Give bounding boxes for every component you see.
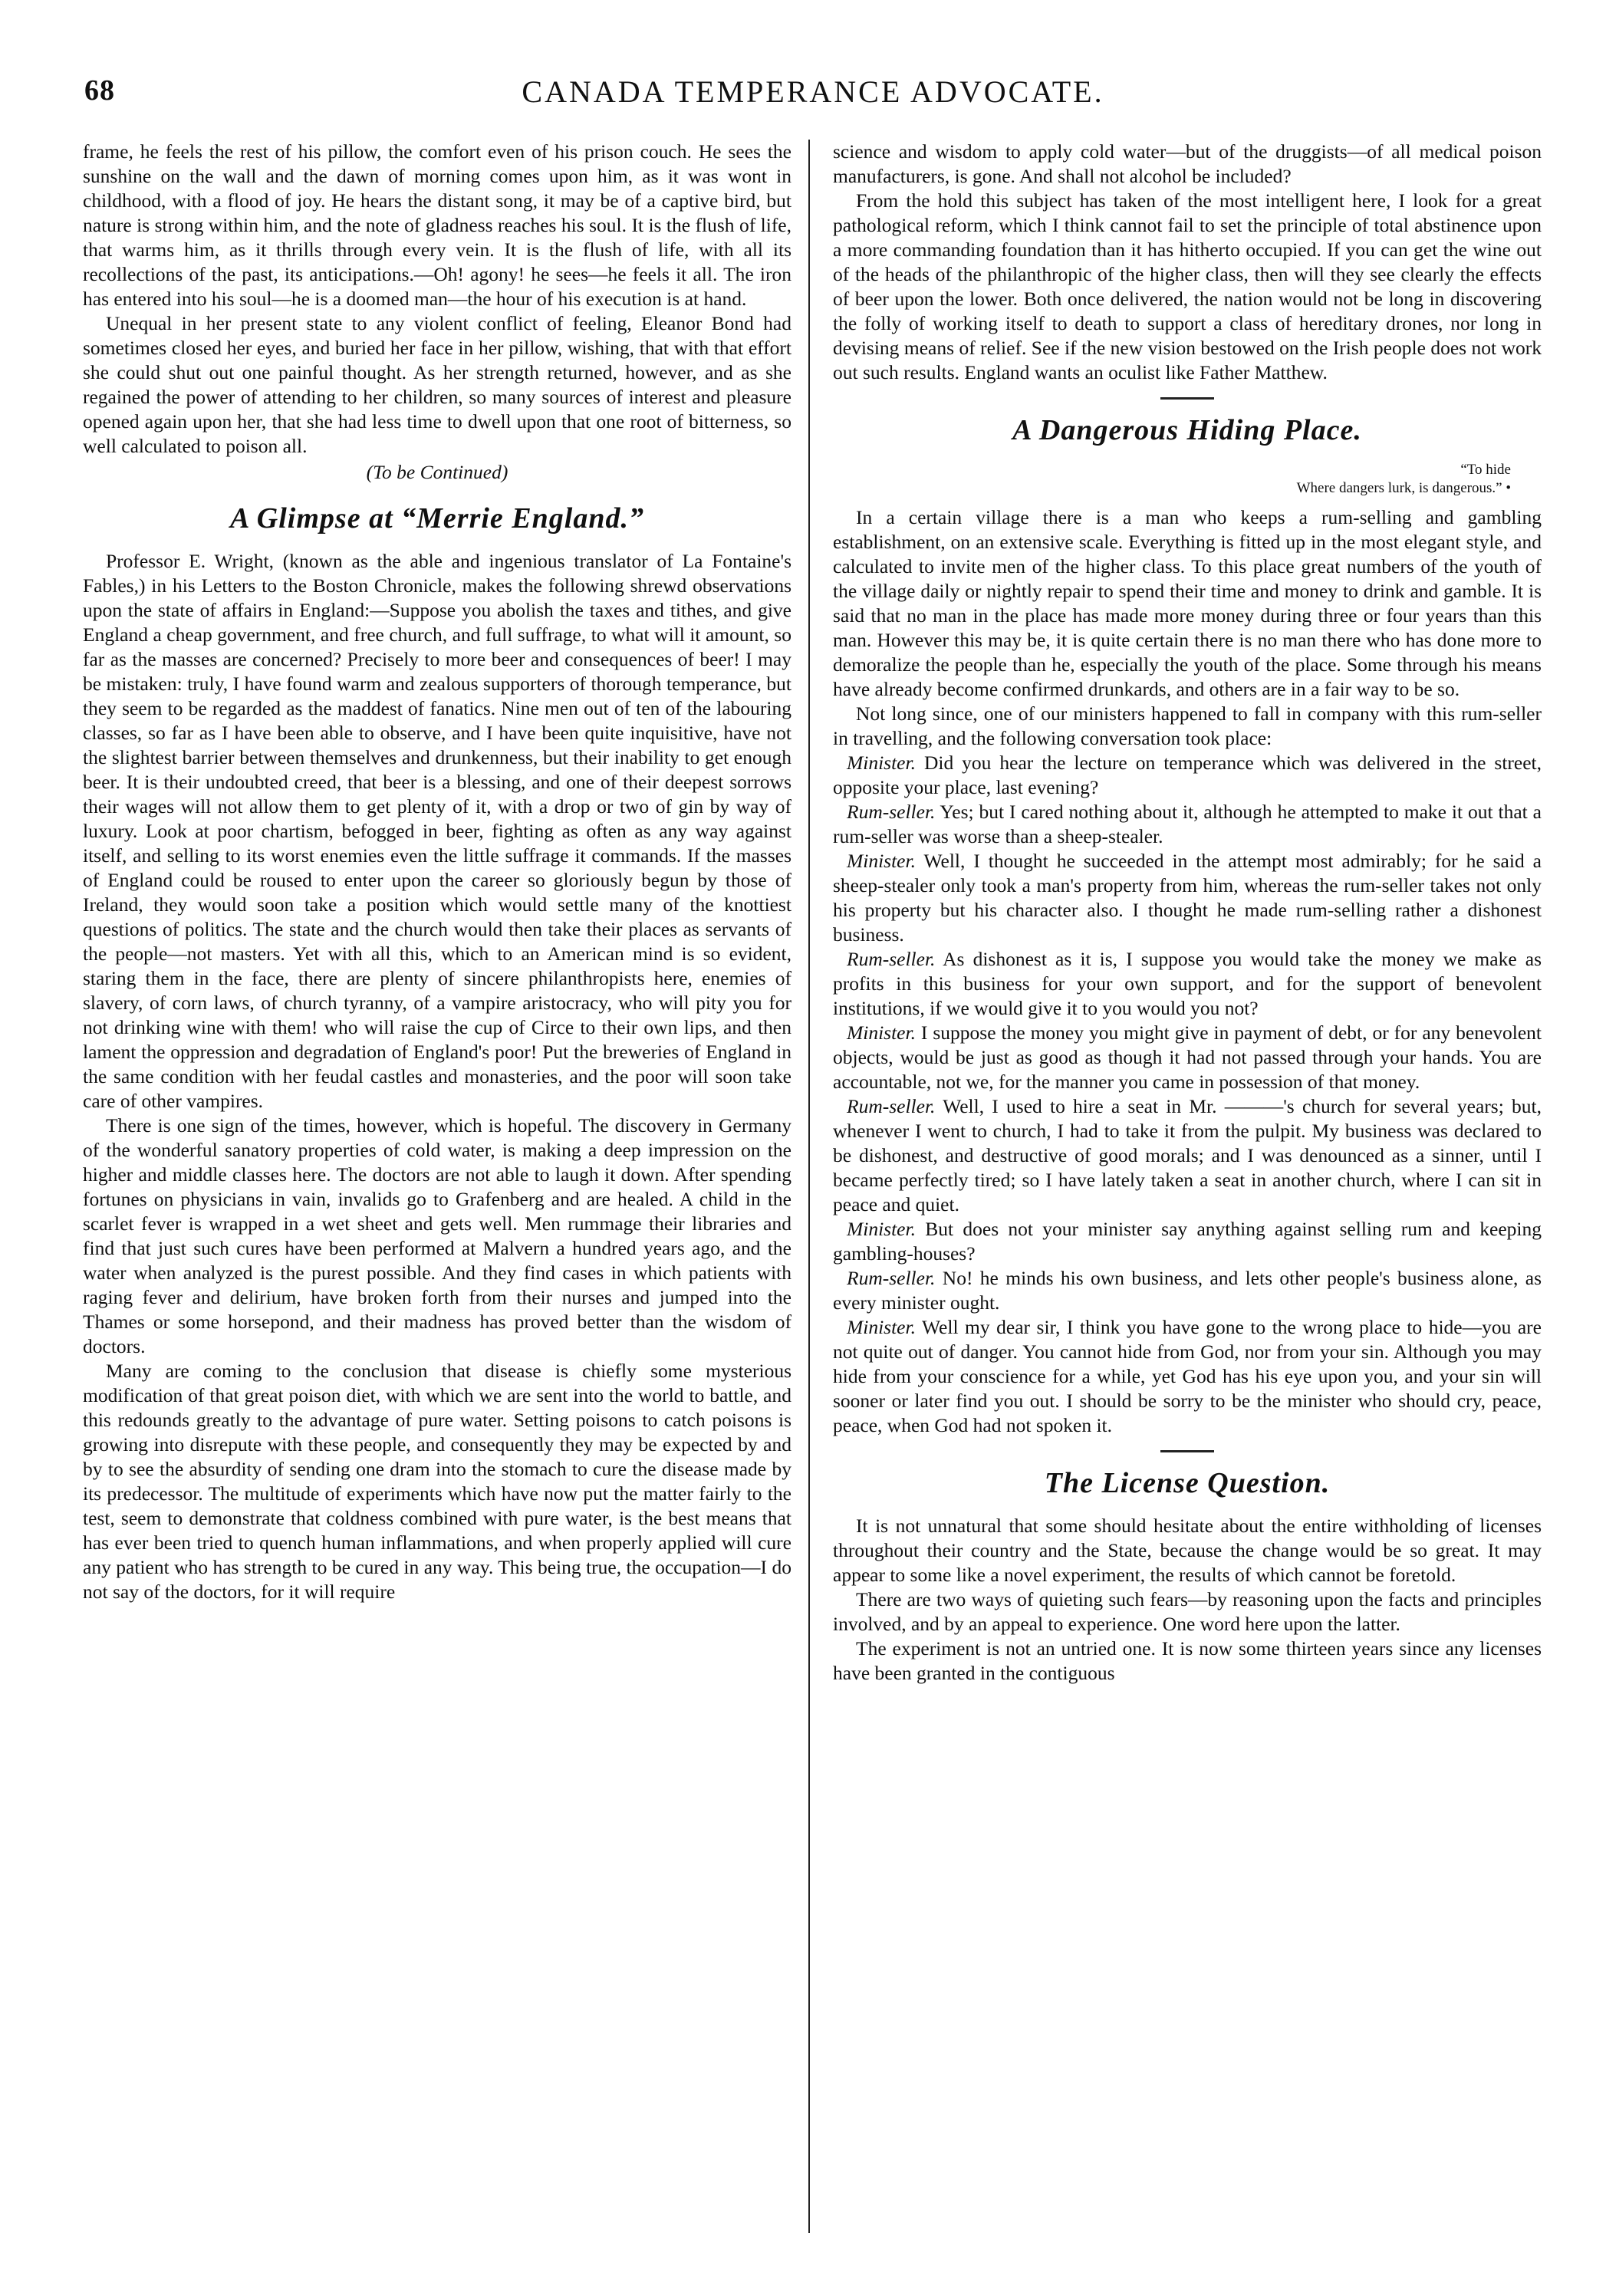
- article-title-license-question: The License Question.: [1044, 1467, 1331, 1499]
- dialogue-text: I suppose the money you might give in payment of debt, or for any benevolent objects, would be just as good as though it had not passed through your hands. You are accountable, not we, for the manner you came in possession of that money.: [833, 1021, 1542, 1093]
- dialogue-line: [833, 800, 1542, 849]
- dialogue-text: Yes; but I cared nothing about it, although he attempted to make it out that a rum-seller was worse than a sheep-stealer.: [833, 801, 1542, 847]
- dialogue-text: As dishonest as it is, I suppose you would take the money we make as profits in this business for your own support, and for the support of benevolent institutions, if we would give it to you would you not?: [833, 948, 1542, 1019]
- article-paragraph: There are two ways of quieting such fears—by reasoning upon the facts and principles involved, and by an appeal to experience. One word here upon the latter.: [833, 1588, 1542, 1635]
- dialogue-line: [833, 751, 1542, 800]
- dialogue-text: Well my dear sir, I think you have gone to the wrong place to hide—you are not quite out of danger. You cannot hide from God, nor from your sin. Although you may hide from your conscience for a while, yet God has his eye upon you, and your sin will sooner or later find you out. I should be sorry to be the minister who should cry, peace, peace, when God had not spoken it.: [833, 1316, 1542, 1436]
- speaker-label: Minister.: [847, 1218, 916, 1240]
- right-column: [833, 140, 1542, 1686]
- story-continuation-paragraph: frame, he feels the rest of his pillow, the comfort even of his prison couch. He sees the sunshine on the wall and the dawn of morning comes upon him, as it was wont in childhood, with a flood of joy. He hears the distant song, it may be of a captive bird, but nature is strong within him, and the note of gladness reaches his soul. It is the flush of life, that warms him, as it thrills through every vein. It is the flush of life, with all its recollections of the past, its anticipations.—Oh! agony! he sees—he feels it all. The iron has entered into his soul—he is a doomed man—the hour of his execution is at hand.: [83, 140, 791, 310]
- column-divider: [808, 140, 810, 2233]
- article-paragraph: Many are coming to the conclusion that disease is chiefly some mysterious modification of that great poison diet, with which we are sent into the world to battle, and this redounds greatly to the advantage of pure water. Setting poisons to catch poisons is growing into disrepute with these people, and consequently they may be expected by and by to see the absurdity of sending one dram into the stomach to cure the disease made by its predecessor. The multitude of experiments which have now put the matter fairly to the test, seem to demonstrate that coldness combined with pure water, is the best means that has ever been tried to quench human inflammations, and when properly applied will cure any patient who has strength to be cured in any way. This being true, the occupation—I do not say of the doctors, for it will require: [83, 1360, 791, 1603]
- article-paragraph: The experiment is not an untried one. It is now some thirteen years since any licenses have been granted in the contiguous: [833, 1637, 1542, 1684]
- dialogue-line: [833, 1094, 1542, 1217]
- article-paragraph: There is one sign of the times, however, which is hopeful. The discovery in Germany of the wonderful sanatory properties of cold water, is making a deep impression on the higher and middle classes here. The doctors are not able to laugh it down. After spending fortunes on physicians in vain, invalids go to Grafenberg and are healed. A child in the scarlet fever is wrapped in a wet sheet and gets well. Men rummage their libraries and find that just such cures have been performed at Malvern a hundred years ago, and the water when analyzed is the purest possible. And they find cases in which patients with raging fever and delirium, have broken forth from their nurses and jumped into the Thames or some horsepond, and their madness has proved better than the wisdom of doctors.: [83, 1114, 791, 1357]
- article-title-merrie-england: A Glimpse at “Merrie England.”: [230, 502, 644, 535]
- dialogue-line: [833, 1315, 1542, 1438]
- article-paragraph: Not long since, one of our ministers happened to fall in company with this rum-seller in travelling, and the following conversation took place:: [833, 702, 1542, 749]
- dialogue-text: No! he minds his own business, and lets other people's business alone, as every minister ought.: [833, 1267, 1542, 1314]
- dialogue-text: Did you hear the lecture on temperance which was delivered in the street, opposite your place, last evening?: [833, 752, 1542, 798]
- page-header: [84, 74, 1542, 120]
- story-paragraph: Unequal in her present state to any violent conflict of feeling, Eleanor Bond had sometimes closed her eyes, and buried her face in her pillow, wishing, that with that effort she could shut out one painful thought. As her strength returned, however, and as she regained the power of attending to her children, so many sources of interest and pleasure opened again upon her, that she had less time to dwell upon that one root of bitterness, so well calculated to poison all.: [83, 312, 791, 457]
- speaker-label: Rum-seller.: [847, 801, 936, 823]
- article-paragraph: In a certain village there is a man who keeps a rum-selling and gambling establishment, on an extensive scale. Everything is fitted up in the most elegant style, and calculated to invite men of the higher class. To this place great numbers of the youth of the village daily or nightly repair to spend their time and money to drink and gamble. It is said that no man in the place has made more money during three or four years than this man. However this may be, it is quite certain there is no man there who has done more to demoralize the people than he, especially the youth of the place. Some through his means have already become confirmed drunkards, and others are in a fair way to be so.: [833, 506, 1542, 700]
- dialogue-line: [833, 947, 1542, 1021]
- dialogue-text: Well, I thought he succeeded in the attempt most admirably; for he said a sheep-stealer only took a man's property from him, whereas the rum-seller takes not only his property but his character also. I thought he made rum-selling rather a dishonest business.: [833, 850, 1542, 946]
- speaker-label: Rum-seller.: [847, 1267, 936, 1289]
- article-continuation-paragraph: science and wisdom to apply cold water—but of the druggists—of all medical poison manufacturers, is gone. And shall not alcohol be included?: [833, 140, 1542, 187]
- page-number: 68: [84, 74, 115, 107]
- article-paragraph: Professor E. Wright, (known as the able and ingenious translator of La Fontaine's Fables,) in his Letters to the Boston Chronicle, makes the following shrewd observations upon the state of affairs in England:—Suppose you abolish the taxes and tithes, and give England a cheap government, and free church, and full suffrage, to what will it amount, so far as the masses are concerned? Precisely to more beer and consequences of beer! I may be mistaken: truly, I have found warm and zealous supporters of thorough temperance, but they seem to be regarded as the maddest of fanatics. Nine men out of ten of the labouring classes, so far as I have been able to observe, and I have been quite inquisitive, have not the slightest barrier between themselves and drunkenness, but their inability to get enough beer. It is their undoubted creed, that beer is a blessing, and one of their deepest sorrows their wages will not allow them to get plenty of it, with a drop or two of gin by way of luxury. Look at poor chartism, befogged in beer, fighting as often as any way against itself, and selling to its worst enemies even the little suffrage it commands. If the masses of England could be roused to enter upon the career so gloriously begun by those of Ireland, they would soon take a position which would settle many of the knottiest questions of politics. The state and the church would then take their places as servants of the people—not masters. Yet with all this, which to an American mind is so evident, staring them in the face, there are plenty of sincere philanthropists here, enemies of slavery, of corn laws, of church tyranny, of a vampire aristocracy, who will pity you for not drinking wine with them! who will raise the cup of Circe to their own lips, and then lament the oppression and degradation of England's poor! Put the breweries of England in the same condition with her feudal castles and monasteries, and the poor will soon take care of other vampires.: [83, 550, 791, 1112]
- dialogue-line: [833, 1021, 1542, 1094]
- dialogue-line: [833, 849, 1542, 947]
- section-rule: [1160, 1450, 1214, 1452]
- article-title-dangerous-hiding-place: A Dangerous Hiding Place.: [1012, 414, 1362, 446]
- dialogue: [833, 751, 1542, 1438]
- left-column: [83, 140, 791, 1604]
- speaker-label: Rum-seller.: [847, 948, 936, 970]
- section-rule: [1160, 397, 1214, 400]
- epigraph: [833, 461, 1542, 498]
- running-title: CANADA TEMPERANCE ADVOCATE.: [522, 74, 1104, 109]
- article-paragraph: It is not unnatural that some should hesitate about the entire withholding of licenses throughout their country and the State, because the change would be so great. It may appear to some like a novel experiment, the results of which cannot be foretold.: [833, 1515, 1542, 1586]
- to-be-continued-note: (To be Continued): [366, 461, 508, 483]
- speaker-label: Rum-seller.: [847, 1095, 936, 1117]
- dialogue-line: [833, 1217, 1542, 1266]
- dialogue-text: Well, I used to hire a seat in Mr. ———'s church for several years; but, whenever I went to church, I had to take it from the pulpit. My business was declared to be dishonest, and destructive of good morals; and I was denounced as a sinner, until I became perfectly tired; so I have lately taken a seat in another church, where I can sit in peace and quiet.: [833, 1095, 1542, 1215]
- dialogue-line: [833, 1266, 1542, 1315]
- speaker-label: Minister.: [847, 752, 916, 774]
- speaker-label: Minister.: [847, 850, 916, 872]
- epigraph-line: “To hide: [1460, 462, 1511, 478]
- article-paragraph: From the hold this subject has taken of the most intelligent here, I look for a great pathological reform, which I think cannot fail to set the principle of total abstinence upon a more commanding foundation than it has hitherto occupied. If you can get the wine out of the heads of the philanthropic of the higher class, then will they see clearly the effects of beer upon the lower. Both once delivered, the nation would not be long in discovering the folly of working itself to death to support a class of hereditary drones, nor long in devising means of relief. See if the new vision bestowed on the Irish people does not work out such results. England wants an oculist like Father Matthew.: [833, 189, 1542, 383]
- speaker-label: Minister.: [847, 1021, 916, 1044]
- epigraph-line: Where dangers lurk, is dangerous.” •: [1296, 480, 1511, 496]
- speaker-label: Minister.: [847, 1316, 916, 1338]
- dialogue-text: But does not your minister say anything against selling rum and keeping gambling-houses?: [833, 1218, 1542, 1265]
